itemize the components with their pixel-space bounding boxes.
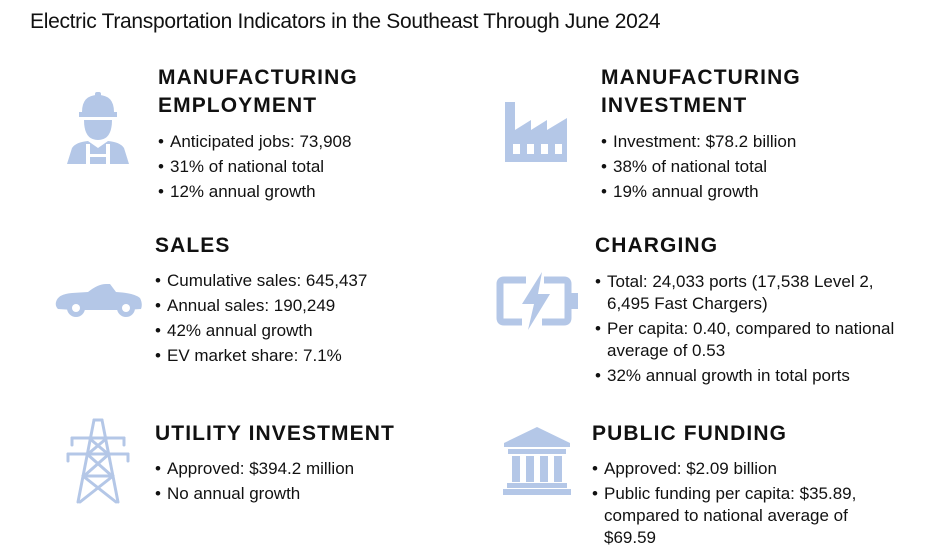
list-item: • Anticipated jobs: 73,908	[158, 129, 458, 154]
list-item: • 19% annual growth	[601, 179, 901, 204]
heading-line: MANUFACTURING	[158, 66, 358, 89]
list-item: • EV market share: 7.1%	[155, 343, 455, 368]
list-item: • Cumulative sales: 645,437	[155, 268, 455, 293]
mfg-investment-list	[601, 129, 901, 204]
list-item: • Public funding per capita: $35.89, compared to national average of $69.59	[592, 483, 897, 549]
heading-line: INVESTMENT	[601, 94, 748, 117]
list-item: • Approved: $394.2 million	[155, 456, 455, 481]
heading-line: EMPLOYMENT	[158, 94, 318, 117]
list-item: • 32% annual growth in total ports	[595, 365, 895, 387]
sales-heading: SALES	[155, 234, 231, 257]
list-item: • Annual sales: 190,249	[155, 293, 455, 318]
heading-line: MANUFACTURING	[601, 66, 801, 89]
list-item: • Per capita: 0.40, compared to national average of 0.53	[595, 318, 895, 362]
car-icon	[54, 282, 144, 318]
mfg-employment-heading	[158, 64, 358, 120]
list-item: • Investment: $78.2 billion	[601, 129, 901, 154]
battery-charging-icon	[496, 272, 580, 330]
list-item: • 31% of national total	[158, 154, 458, 179]
charging-list	[595, 271, 895, 390]
list-item: • 12% annual growth	[158, 179, 458, 204]
sales-list	[155, 268, 455, 368]
utility-list	[155, 456, 455, 506]
public-funding-heading: PUBLIC FUNDING	[592, 422, 788, 445]
worker-hardhat-icon	[64, 92, 132, 164]
list-item: • Approved: $2.09 billion	[592, 458, 897, 480]
factory-icon	[503, 100, 569, 162]
utility-heading: UTILITY INVESTMENT	[155, 422, 395, 445]
public-funding-list	[592, 458, 897, 552]
page-title: Electric Transportation Indicators in the Southeast Through June 2024	[30, 10, 661, 33]
mfg-investment-heading	[601, 64, 801, 120]
list-item: • 38% of national total	[601, 154, 901, 179]
power-tower-icon	[66, 418, 130, 504]
list-item: • Total: 24,033 ports (17,538 Level 2, 6,495 Fast Chargers)	[595, 271, 895, 315]
charging-heading: CHARGING	[595, 234, 719, 257]
mfg-employment-list	[158, 129, 458, 204]
list-item: • No annual growth	[155, 481, 455, 506]
government-building-icon	[502, 425, 572, 495]
list-item: • 42% annual growth	[155, 318, 455, 343]
